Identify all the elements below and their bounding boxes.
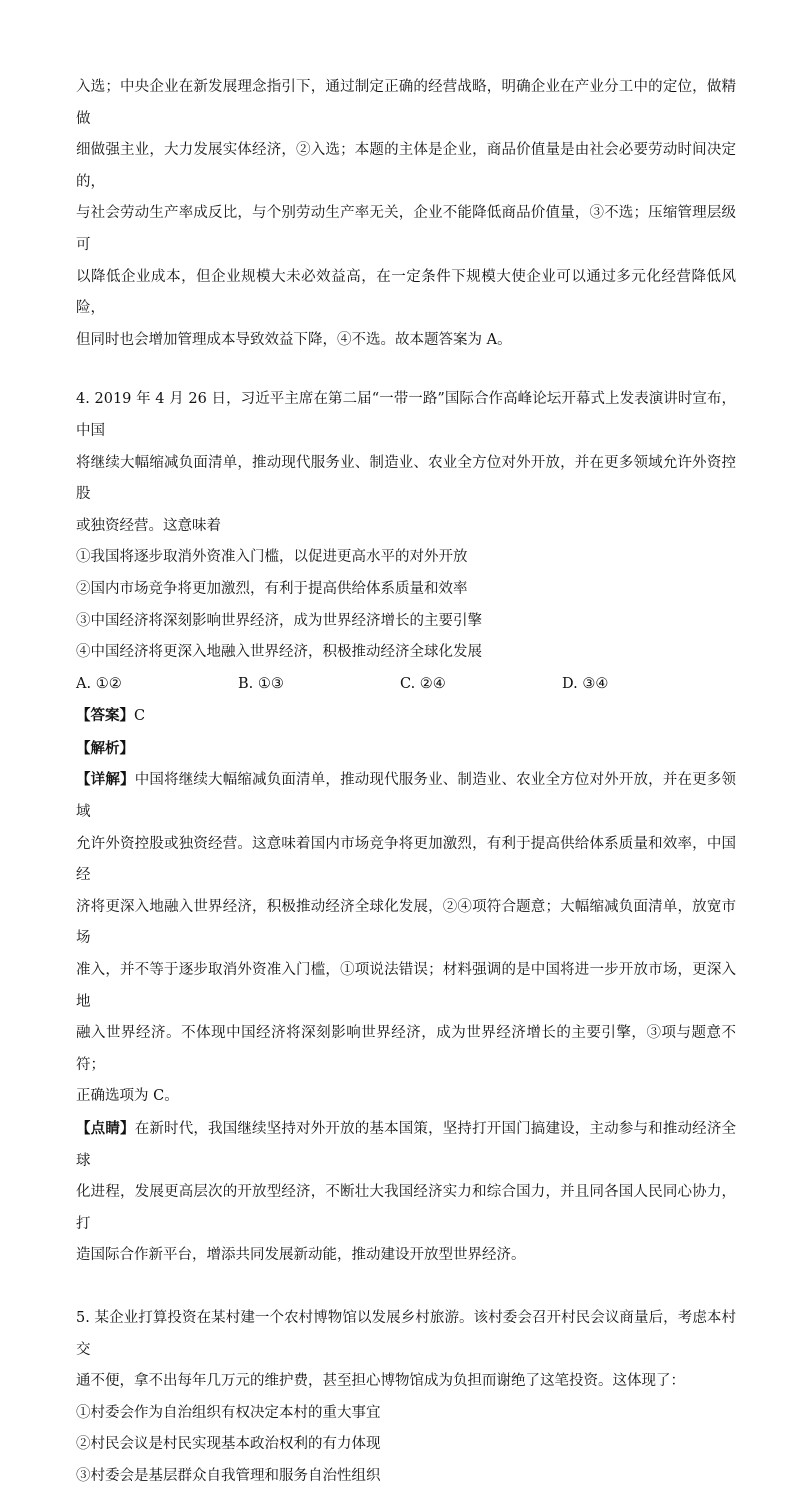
tip-label: 【点睛】 bbox=[76, 1120, 135, 1137]
answer-label: 【答案】 bbox=[76, 707, 134, 725]
question-stem-line: 将继续大幅缩减负面清单，推动现代服务业、制造业、农业全方位对外开放，并在更多领域允许外资控股 bbox=[76, 454, 736, 503]
tip-line: 化进程，发展更高层次的开放型经济，不断壮大我国经济实力和综合国力，并且同各国人民同心协力，打 bbox=[76, 1184, 736, 1232]
detail-line: 准入，并不等于逐步取消外资准入门槛，①项说法错误；材料强调的是中国将进一步开放市场，更深入地 bbox=[76, 962, 736, 1010]
question-stem-line: 或独资经营。这意味着 bbox=[76, 517, 221, 534]
answer-line bbox=[76, 700, 736, 733]
detail-label: 【详解】 bbox=[76, 771, 135, 789]
document-page bbox=[76, 72, 736, 1493]
statement-item: ②国内市场竞争将更加激烈，有利于提高供给体系质量和效率 bbox=[76, 580, 468, 597]
statement-item: ③中国经济将深刻影响世界经济，成为世界经济增长的主要引擎 bbox=[76, 612, 482, 629]
detail-text: 中国将继续大幅缩减负面清单，推动现代服务业、制造业、农业全方位对外开放，并在更多领域 bbox=[76, 772, 737, 821]
option-d: D. ③④ bbox=[562, 675, 609, 692]
detail-line: 融入世界经济。不体现中国经济将深刻影响世界经济，成为世界经济增长的主要引擎，③项与题意不符； bbox=[76, 1025, 736, 1073]
analysis-label: 【解析】 bbox=[76, 739, 134, 757]
option-b: B. ①③ bbox=[238, 675, 284, 692]
question-stem-line: 5. 某企业打算投资在某村建一个农村博物馆以发展乡村旅游。该村委会召开村民会议商量后，考虑本村交 bbox=[76, 1309, 736, 1358]
text-line: 但同时也会增加管理成本导致效益下降，④不选。故本题答案为 A。 bbox=[76, 331, 512, 348]
detail-line: 允许外资控股或独资经营。这意味着国内市场竞争将更加激烈，有利于提高供给体系质量和效率，中国经 bbox=[76, 835, 736, 884]
question-stem-line: 通不便，拿不出每年几万元的维护费，甚至担心博物馆成为负担而谢绝了这笔投资。这体现了： bbox=[76, 1373, 685, 1390]
question-5 bbox=[76, 1303, 736, 1493]
text-line: 入选；中央企业在新发展理念指引下，通过制定正确的经营战略，明确企业在产业分工中的定位，做精做 bbox=[76, 79, 736, 127]
text-line: 细做强主业，大力发展实体经济，②入选；本题的主体是企业，商品价值量是由社会必要劳动时间决定的， bbox=[76, 142, 736, 190]
statement-item: ①村委会作为自治组织有权决定本村的重大事宜 bbox=[76, 1404, 381, 1421]
question-stem-line: 4. 2019 年 4 月 26 日，习近平主席在第二届“一带一路”国际合作高峰论坛开幕式上发表演讲时宣布，中国 bbox=[76, 391, 736, 439]
text-line: 与社会劳动生产率成反比，与个别劳动生产率无关，企业不能降低商品价值量，③不选；压缩管理层级可 bbox=[76, 205, 736, 253]
detail-line bbox=[76, 764, 736, 828]
statement-item: ③村委会是基层群众自我管理和服务自治性组织 bbox=[76, 1467, 381, 1484]
statement-item: ①我国将逐步取消外资准入门槛，以促进更高水平的对外开放 bbox=[76, 549, 468, 566]
tip-text: 在新时代，我国继续坚持对外开放的基本国策，坚持打开国门搞建设，主动参与和推动经济全球 bbox=[76, 1121, 737, 1169]
question-4 bbox=[76, 384, 736, 1272]
detail-line: 正确选项为 C。 bbox=[76, 1088, 179, 1105]
statement-item: ②村民会议是村民实现基本政治权利的有力体现 bbox=[76, 1436, 381, 1453]
previous-question-explanation bbox=[76, 72, 736, 356]
tip-line: 造国际合作新平台，增添共同发展新动能，推动建设开放型世界经济。 bbox=[76, 1247, 526, 1264]
text-line: 以降低企业成本，但企业规模大未必效益高，在一定条件下规模大使企业可以通过多元化经营降低风险， bbox=[76, 268, 736, 317]
detail-line: 济将更深入地融入世界经济，积极推动经济全球化发展，②④项符合题意；大幅缩减负面清单，放宽市场 bbox=[76, 898, 736, 947]
option-c: C. ②④ bbox=[400, 675, 446, 692]
statement-item: ④中国经济将更深入地融入世界经济，积极推动经济全球化发展 bbox=[76, 644, 482, 661]
answer-value: C bbox=[134, 708, 146, 725]
option-a: A. ①② bbox=[76, 675, 122, 692]
answer-options bbox=[76, 669, 736, 701]
